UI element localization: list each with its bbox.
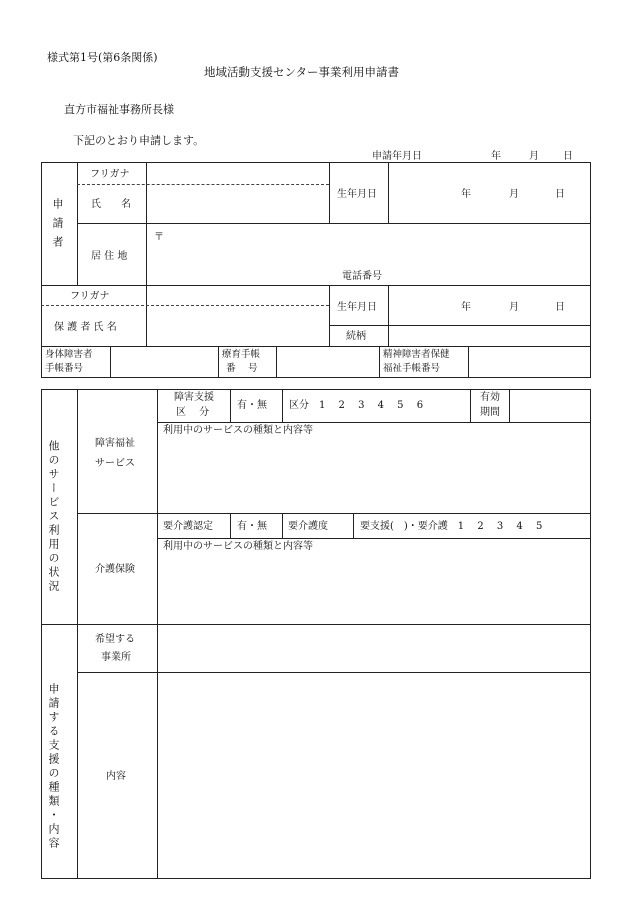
other-services-section-label: 他のサービス利用の状況: [47, 440, 60, 594]
welfare-label: 障害福祉: [95, 438, 135, 449]
guardian-birth-month: 月: [509, 302, 519, 313]
divider: [388, 162, 389, 223]
applicant-birth-month: 月: [509, 189, 519, 200]
divider: [230, 389, 231, 422]
divider: [388, 285, 389, 346]
form-number: 様式第1号(第6条関係): [47, 51, 158, 64]
physical-handbook-label-2: 手帳番号: [45, 363, 84, 374]
welfare-label-2: サービス: [95, 458, 135, 469]
applicant-birth-label: 生年月日: [337, 189, 377, 200]
divider: [230, 513, 231, 538]
valid-period-label: 有効: [480, 392, 500, 403]
rehab-handbook-label: 療育手帳: [222, 349, 261, 360]
applicant-section-label: 申請者: [51, 198, 64, 255]
divider: [110, 346, 111, 378]
dashed-line: [77, 184, 329, 185]
content-label: 内容: [106, 771, 126, 782]
divider: [329, 285, 330, 346]
care-certification-label: 要介護認定: [163, 521, 213, 532]
divider: [509, 389, 510, 422]
welfare-yes-no: 有・無: [237, 400, 267, 411]
application-month-unit: 月: [529, 151, 539, 162]
physical-handbook-label: 身体障害者: [45, 349, 93, 360]
guardian-birth-day: 日: [555, 302, 565, 313]
divider: [146, 285, 147, 346]
care-degree-label: 要介護度: [288, 521, 328, 532]
divider: [468, 346, 469, 378]
applicant-address-label: 居 住 地: [91, 251, 128, 262]
application-year-unit: 年: [491, 151, 501, 162]
valid-period-label-2: 期間: [480, 407, 500, 418]
divider: [157, 538, 591, 539]
divider: [276, 346, 277, 378]
divider: [329, 325, 591, 326]
guardian-furigana-label: フリガナ: [70, 291, 110, 302]
care-in-use-label: 利用中のサービスの種類と内容等: [163, 541, 313, 552]
addressee: 直方市福祉事務所長様: [64, 103, 174, 116]
applicant-name-label: 氏 名: [91, 199, 131, 210]
divider: [77, 513, 591, 514]
other-services-table: [41, 389, 591, 625]
divider: [77, 389, 78, 625]
welfare-in-use-label: 利用中のサービスの種類と内容等: [163, 425, 313, 436]
divider: [379, 346, 380, 378]
page-title: 地域活動支援センター事業利用申請書: [204, 65, 400, 79]
rehab-handbook-label-2: 番 号: [226, 363, 258, 374]
divider: [41, 346, 591, 347]
desired-office-label: 希望する: [95, 634, 135, 645]
applicant-birth-year: 年: [461, 189, 471, 200]
phone-label: 電話番号: [342, 271, 382, 282]
divider: [77, 672, 591, 673]
care-yes-no: 有・無: [237, 521, 267, 532]
divider: [353, 513, 354, 538]
support-class-label: 障害支援: [174, 392, 214, 403]
divider: [282, 389, 283, 422]
mental-handbook-label-2: 福祉手帳番号: [383, 363, 441, 374]
support-class-label-2: 区 分: [176, 407, 210, 418]
divider: [157, 422, 591, 423]
divider: [157, 624, 158, 879]
dashed-line: [41, 305, 329, 306]
application-date-label: 申請年月日: [372, 151, 422, 162]
divider: [218, 346, 219, 378]
application-day-unit: 日: [563, 151, 573, 162]
applicant-birth-day: 日: [555, 189, 565, 200]
desired-office-label-2: 事業所: [101, 652, 131, 663]
applicant-furigana-label: フリガナ: [90, 169, 130, 180]
divider: [77, 624, 78, 879]
relation-label: 続柄: [346, 331, 366, 342]
support-category: 区分 1 2 3 4 5 6: [289, 400, 424, 411]
guardian-birth-label: 生年月日: [337, 302, 377, 313]
care-insurance-label: 介護保険: [95, 564, 135, 575]
requested-support-section-label: 申請する支援の種類・内容: [47, 683, 60, 851]
care-levels: 要支援( )・要介護 1 2 3 4 5: [360, 521, 543, 532]
divider: [470, 389, 471, 422]
divider: [157, 389, 158, 625]
guardian-birth-year: 年: [461, 302, 471, 313]
postal-mark: 〒: [154, 232, 164, 243]
divider: [282, 513, 283, 538]
intro-text: 下記のとおり申請します。: [73, 134, 205, 147]
divider: [77, 223, 591, 224]
divider: [329, 162, 330, 223]
mental-handbook-label: 精神障害者保健: [383, 349, 450, 360]
divider: [41, 285, 591, 286]
guardian-name-label: 保 護 者 氏 名: [54, 322, 117, 333]
